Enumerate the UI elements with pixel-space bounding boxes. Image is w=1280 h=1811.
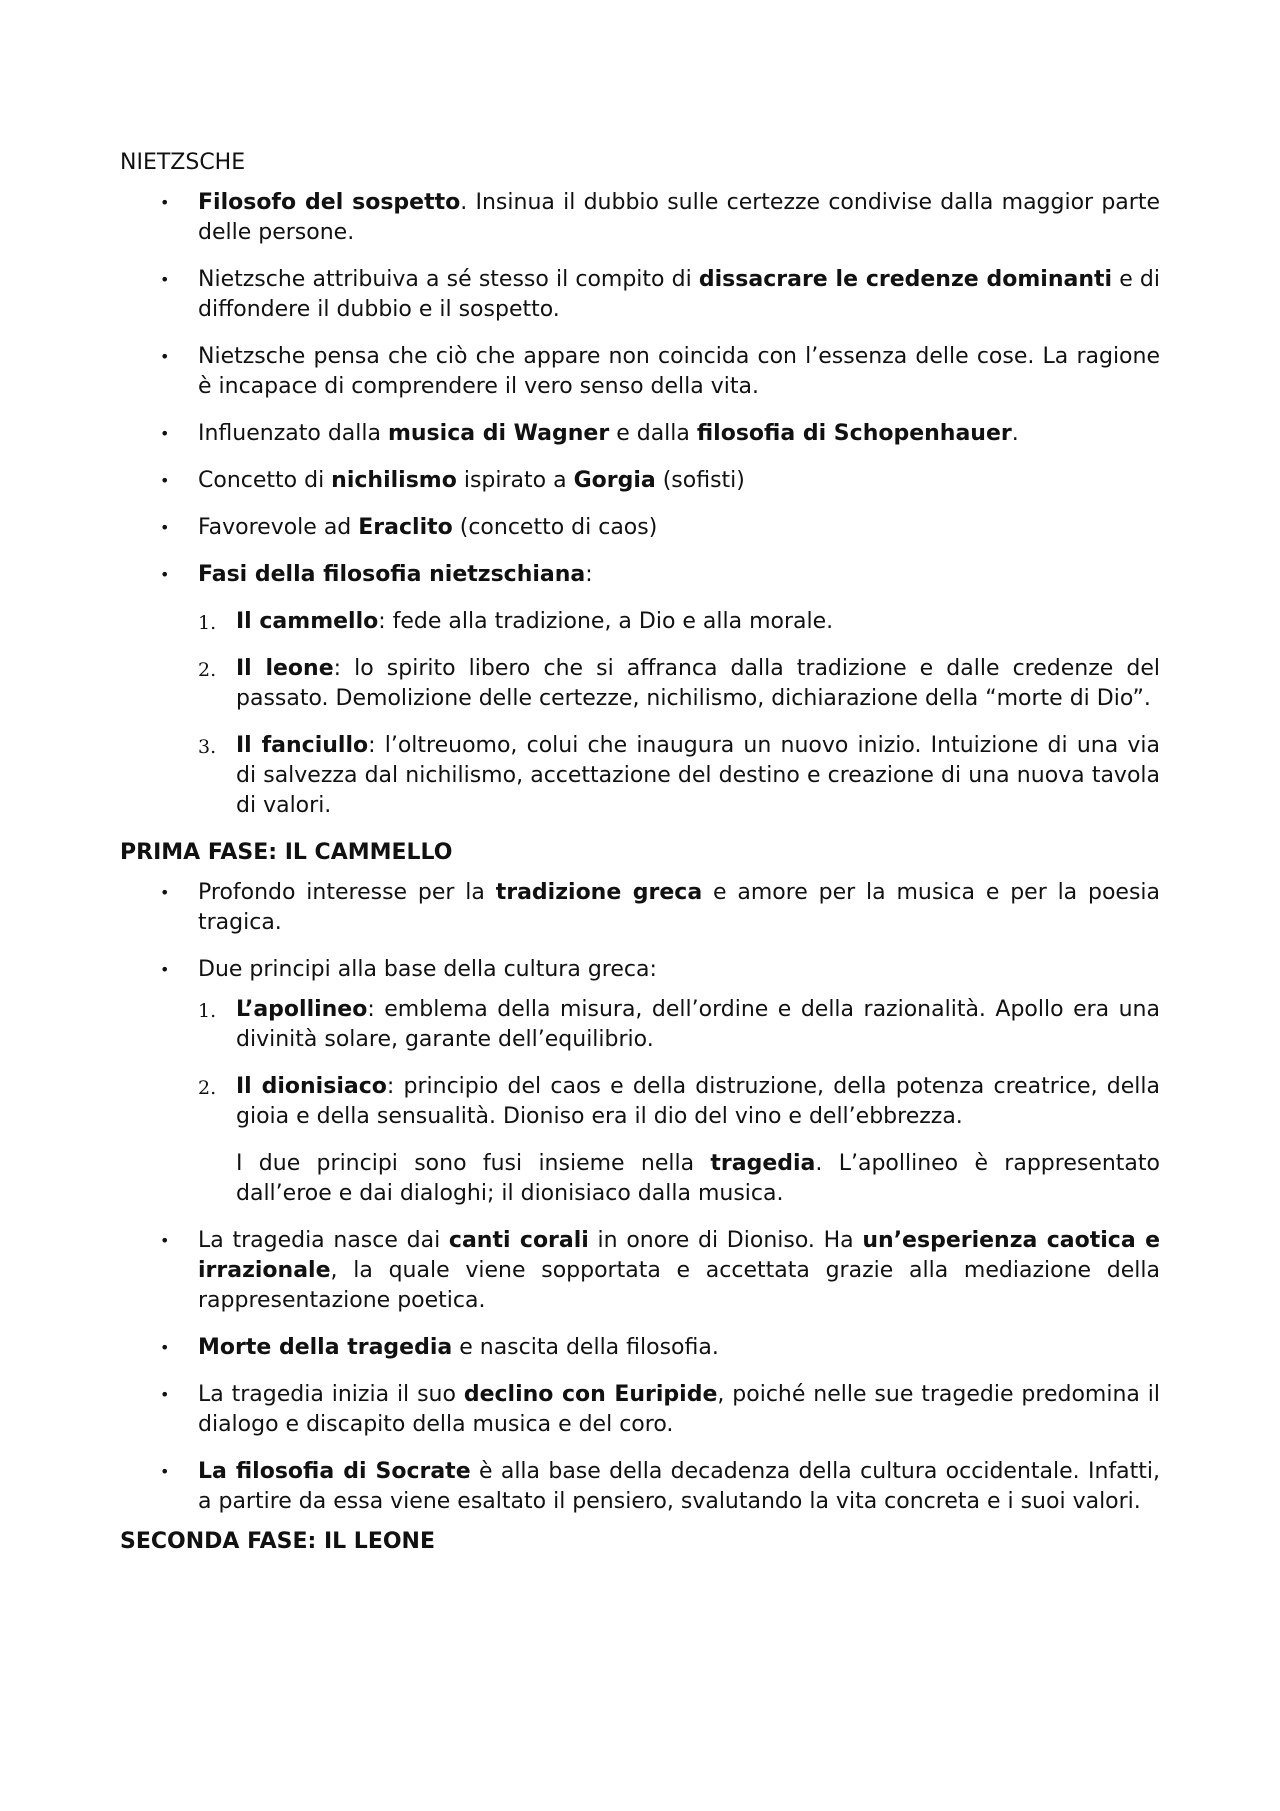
list-item: • La tragedia nasce dai canti corali in onore di Dioniso. Ha un’esperienza caotica e irrazionale, la quale viene sopportata e accettata grazie alla mediazione della rappresentazione poetica. [160, 1228, 1160, 1313]
bullet-icon: • [160, 518, 170, 537]
numbered-item: 2. Il leone: lo spirito libero che si affranca dalla tradizione e dalle credenze del passato. Demolizione delle certezze, nichilismo, dichiarazione della “morte di Dio”. [198, 656, 1160, 711]
principles-list [198, 995, 1160, 1132]
bullet-icon: • [160, 347, 170, 366]
list-item: • Influenzato dalla musica di Wagner e dalla filosofia di Schopenhauer. [120, 419, 1160, 449]
section1-list [120, 878, 1160, 1517]
bullet-icon: • [160, 270, 170, 289]
list-item: • La filosofia di Socrate è alla base della decadenza della cultura occidentale. Infatti, a partire da essa viene esaltato il pensiero, svalutando la vita concreta e i suoi valori. [160, 1459, 1160, 1514]
bullet-icon: • [160, 960, 170, 979]
bullet-icon: • [160, 565, 170, 584]
numbered-item: 2. Il dionisiaco: principio del caos e della distruzione, della potenza creatrice, della gioia e della sensualità. Dioniso era il dio del vino e dell’ebbrezza. [198, 1074, 1160, 1129]
bullet-icon: • [160, 193, 170, 212]
principles-note: I due principi sono fusi insieme nella tragedia. L’apollineo è rappresentato dall’eroe e dai dialoghi; il dionisiaco dalla musica. [236, 1151, 1160, 1206]
bullet-icon: • [160, 883, 170, 902]
item-number: 1. [198, 1000, 217, 1022]
list-item: • Filosofo del sospetto. Insinua il dubbio sulle certezze condivise dalla maggior parte delle persone. [160, 190, 1160, 245]
list-item: • La tragedia inizia il suo declino con Euripide, poiché nelle sue tragedie predomina il dialogo e discapito della musica e del coro. [160, 1382, 1160, 1437]
phases-list [198, 607, 1160, 821]
bullet-icon: • [160, 1231, 170, 1250]
bullet-icon: • [160, 471, 170, 490]
item-number: 2. [198, 659, 217, 681]
list-item: • Profondo interesse per la tradizione greca e amore per la musica e per la poesia tragica. [160, 880, 1161, 935]
document-title: NIETZSCHE [120, 150, 246, 175]
bullet-icon: • [160, 1385, 170, 1404]
item-number: 2. [198, 1077, 217, 1099]
list-item: • Fasi della filosofia nietzschiana: 1. Il cammello: fede alla tradizione, a Dio e alla morale. 2. Il leone: lo spirito libero che si affranca dalla tradizione e dalle credenze del passato. Demolizione delle certezze, nichilismo, dichiarazione della “morte di Dio”. 3. Il fanciullo: l’oltreuomo, colui che inaugura un nuovo inizio. Intuizione di una via di salvezza dal nichilismo, accettazione del destino e creazione di una nuova tavola di valori. [120, 560, 1160, 821]
numbered-item: 1. L’apollineo: emblema della misura, dell’ordine e della razionalità. Apollo era una divinità solare, garante dell’equilibrio. [198, 997, 1160, 1052]
numbered-item: 3. Il fanciullo: l’oltreuomo, colui che inaugura un nuovo inizio. Intuizione di una via di salvezza dal nichilismo, accettazione del destino e creazione di una nuova tavola di valori. [198, 733, 1161, 818]
list-item: • Due principi alla base della cultura greca: 1. L’apollineo: emblema della misura, dell’ordine e della razionalità. Apollo era una divinità solare, garante dell’equilibrio. 2. Il dionisiaco: principio del caos e della distruzione, della potenza creatrice, della gioia e della sensualità. Dioniso era il dio del vino e dell’ebbrezza. I due principi sono fusi insieme nella tragedia. L’apollineo è rappresentato dall’eroe e dai dialoghi; il dionisiaco dalla musica. [120, 955, 1160, 1209]
bullet-icon: • [160, 1338, 170, 1357]
bullet-icon: • [160, 424, 170, 443]
item-number: 3. [198, 736, 217, 758]
document-page [120, 148, 1160, 1567]
list-item: • Nietzsche pensa che ciò che appare non coincida con l’essenza delle cose. La ragione è incapace di comprendere il vero senso della vita. [160, 344, 1160, 399]
numbered-item: 1. Il cammello: fede alla tradizione, a Dio e alla morale. [198, 607, 1160, 637]
bullet-icon: • [160, 1462, 170, 1481]
list-item: • Morte della tragedia e nascita della filosofia. [120, 1333, 1160, 1363]
section-heading: SECONDA FASE: IL LEONE [120, 1529, 435, 1554]
list-item: • Nietzsche attribuiva a sé stesso il compito di dissacrare le credenze dominanti e di diffondere il dubbio e il sospetto. [160, 267, 1160, 322]
section-heading: PRIMA FASE: IL CAMMELLO [120, 840, 453, 865]
list-item: • Favorevole ad Eraclito (concetto di caos) [120, 513, 1160, 543]
item-number: 1. [198, 612, 217, 634]
intro-list [120, 188, 1160, 821]
list-item: • Concetto di nichilismo ispirato a Gorgia (sofisti) [120, 466, 1160, 496]
